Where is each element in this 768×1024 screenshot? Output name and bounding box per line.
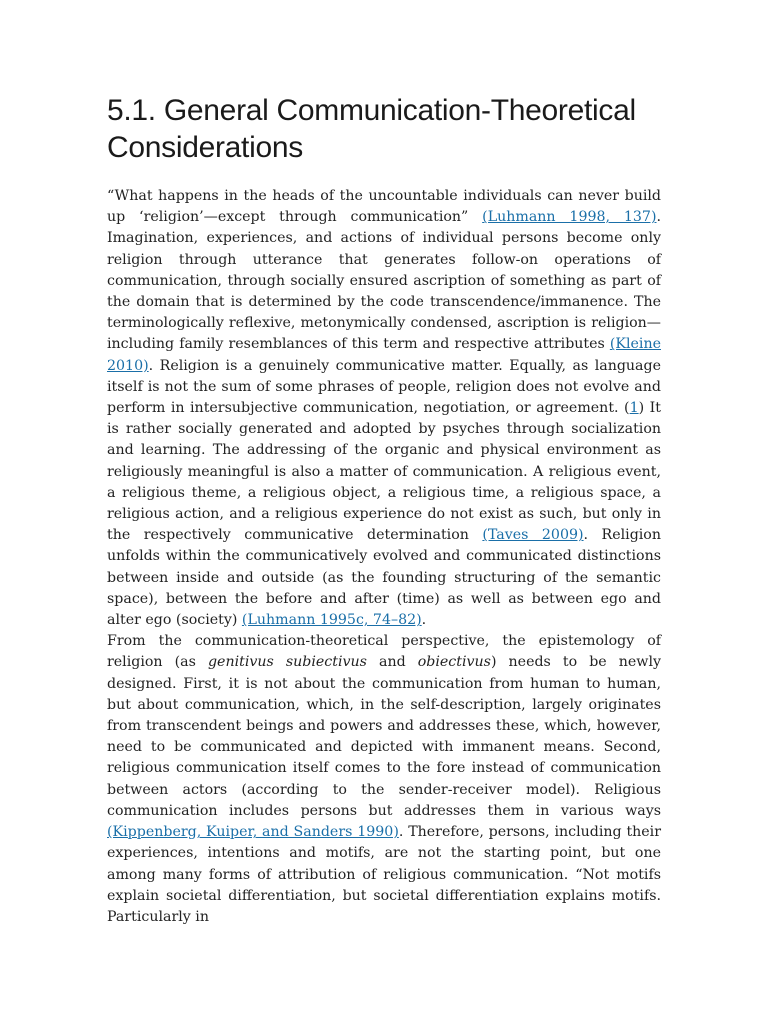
citation-link-luhmann-1998[interactable]: (Luhmann 1998, 137) <box>482 209 657 226</box>
text-run: and <box>366 654 418 671</box>
footnote-link-1[interactable]: 1 <box>629 400 639 417</box>
text-run: ) It is rather socially generated and adopted by psyches through socialization and learning. The addressing of the organic and physical environment as religiously meaningful is also a matter of communication. A religious event, a religious theme, a religious object, a religious time, a religious space, a religious action, and a religious experience do not exist as such, but only in the respectively communicative determination <box>107 400 661 544</box>
section-title: 5.1. General Communication-Theoretical Considerations <box>107 94 636 164</box>
citation-link-kleine-2010[interactable]: (Kleine 2010) <box>107 336 661 374</box>
text-run: . Religion unfolds within the communicatively evolved and communicated distinctions between inside and outside (as the founding structuring of the semantic space), between the before and after (time) as well as between ego and alter ego (society) <box>107 527 661 629</box>
text-run: ) needs to be newly designed. First, it is not about the communication from human to human, but about communication, which, in the self-description, largely originates from transcendent beings and powers and addresses these, which, however, need to be communicated and depicted with immanent means. Second, religious communication itself comes to the fore instead of communication between actors (according to the sender-receiver model). Religious communication includes persons but addresses them in various ways <box>107 654 661 819</box>
citation-link-kippenberg-1990[interactable]: (Kippenberg, Kuiper, and Sanders 1990) <box>107 824 399 841</box>
italic-term: obiectivus <box>417 654 491 671</box>
text-run: . Imagination, experiences, and actions of individual persons become only religion through utterance that generates follow-on operations of communication, through socially ensured ascription of something as part of the domain that is determined by the code transcendence/immanence. The terminologically reflexive, metonymically condensed, ascription is religion—including family resemblances of this term and respective attributes <box>107 209 661 353</box>
document-page <box>107 92 661 928</box>
text-run: . Therefore, persons, including their experiences, intentions and motifs, are not the starting point, but one among many forms of attribution of religious communication. “Not motifs explain societal differentiation, but societal differentiation explains motifs. Particularly in <box>107 824 662 925</box>
text-run: “What happens in the heads of the uncountable individuals can never build up ‘religion’—except through communication” <box>107 188 661 226</box>
citation-link-taves-2009[interactable]: (Taves 2009) <box>482 527 584 544</box>
paragraph-1 <box>107 186 661 631</box>
text-run: . <box>421 612 427 629</box>
document-body <box>107 186 661 928</box>
paragraph-2 <box>107 631 661 928</box>
citation-link-luhmann-1995c[interactable]: (Luhmann 1995c, 74–82) <box>241 612 422 629</box>
italic-term: genitivus subiectivus <box>207 654 367 671</box>
text-run: From the communication-theoretical perspective, the epistemology of religion (as <box>107 633 661 671</box>
text-run: . Religion is a genuinely communicative matter. Equally, as language itself is not the sum of some phrases of people, religion does not evolve and perform in intersubjective communication, negotiation, or agreement. ( <box>107 357 661 417</box>
